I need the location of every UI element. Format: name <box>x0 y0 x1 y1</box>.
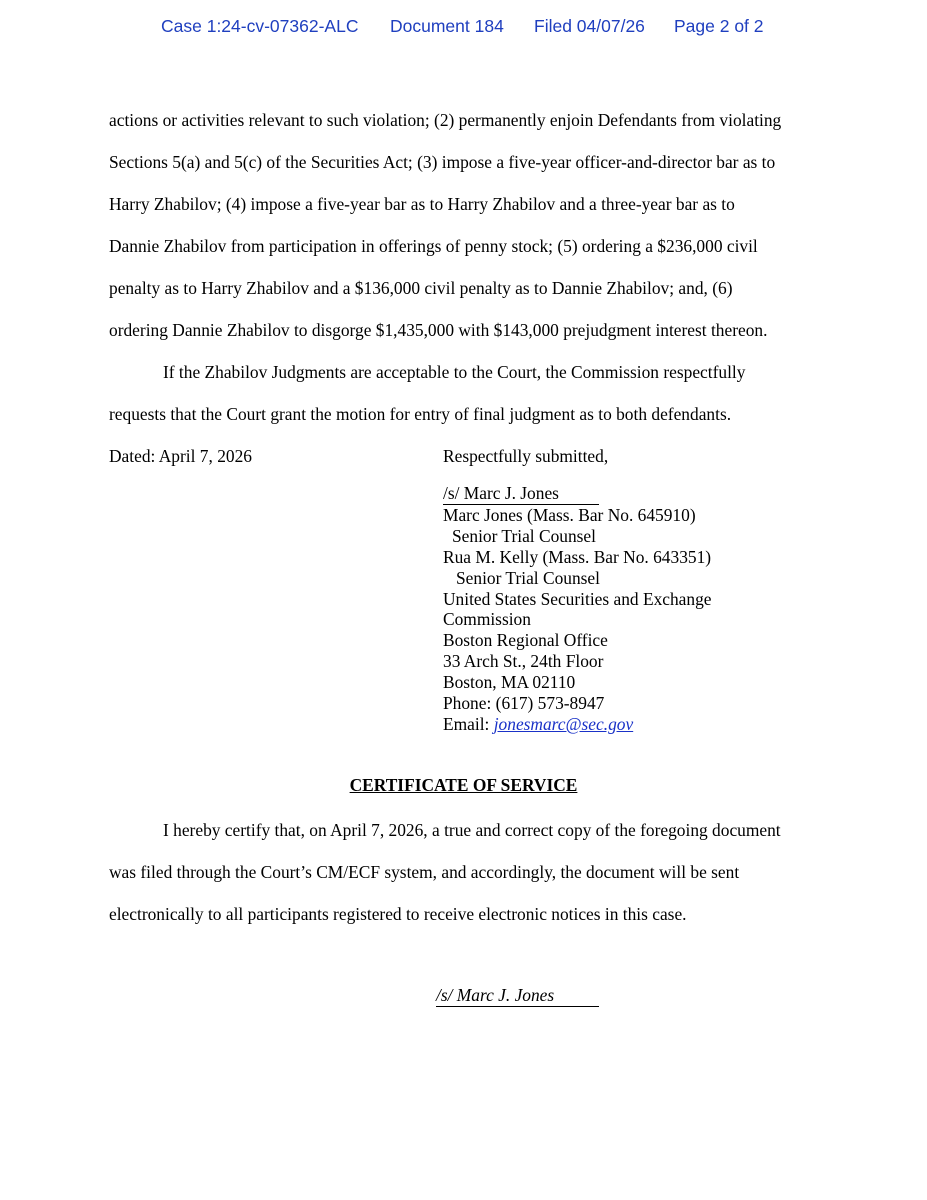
request-line: requests that the Court grant the motion for entry of final judgment as to both defendants. <box>109 404 732 424</box>
attorney-name: Rua M. Kelly (Mass. Bar No. 643351) <box>443 546 712 567</box>
city-address: Boston, MA 02110 <box>443 672 576 693</box>
email-link[interactable]: jonesmarc@sec.gov <box>493 713 634 734</box>
body-line: Harry Zhabilov; (4) impose a five-year bar as to Harry Zhabilov and a three-year bar as to <box>109 194 735 214</box>
phone: Phone: (617) 573-8947 <box>443 693 605 714</box>
organization: United States Securities and Exchange <box>443 588 712 609</box>
body-line: actions or activities relevant to such violation; (2) permanently enjoin Defendants from violating <box>109 110 782 130</box>
request-line: If the Zhabilov Judgments are acceptable to the Court, the Commission respectfully <box>163 362 746 382</box>
body-line: ordering Dannie Zhabilov to disgorge $1,435,000 with $143,000 prejudgment interest thereon. <box>109 320 768 340</box>
document-number: Document 184 <box>390 16 504 36</box>
filed-date: Filed 04/07/26 <box>534 16 645 36</box>
case-number: Case 1:24-cv-07362-ALC <box>161 16 359 36</box>
certificate-signature: /s/ Marc J. Jones <box>436 985 599 1007</box>
body-line: Sections 5(a) and 5(c) of the Securities Act; (3) impose a five-year officer-and-director bar as to <box>109 152 776 172</box>
closing-line: Respectfully submitted, <box>443 446 609 466</box>
signature-block <box>443 483 712 735</box>
certificate-line: I hereby certify that, on April 7, 2026, a true and correct copy of the foregoing document <box>163 820 781 840</box>
page-header <box>0 16 927 40</box>
organization: Commission <box>443 609 531 630</box>
certificate-line: electronically to all participants registered to receive electronic notices in this case. <box>109 904 687 924</box>
body-line: penalty as to Harry Zhabilov and a $136,000 civil penalty as to Dannie Zhabilov; and, (6) <box>109 278 733 298</box>
page-number: Page 2 of 2 <box>674 16 764 36</box>
certificate-line: was filed through the Court’s CM/ECF system, and accordingly, the document will be sent <box>109 862 740 882</box>
body-line: Dannie Zhabilov from participation in offerings of penny stock; (5) ordering a $236,000 civil <box>109 236 758 256</box>
certificate-heading: CERTIFICATE OF SERVICE <box>349 775 578 795</box>
attorney-title: Senior Trial Counsel <box>452 525 596 546</box>
attorney-name: Marc Jones (Mass. Bar No. 645910) <box>443 504 696 525</box>
signature: /s/ Marc J. Jones <box>443 483 599 505</box>
street-address: 33 Arch St., 24th Floor <box>443 651 604 672</box>
office: Boston Regional Office <box>443 630 608 651</box>
attorney-title: Senior Trial Counsel <box>456 567 600 588</box>
email-label: Email: <box>443 713 494 734</box>
dated-line: Dated: April 7, 2026 <box>109 446 252 466</box>
